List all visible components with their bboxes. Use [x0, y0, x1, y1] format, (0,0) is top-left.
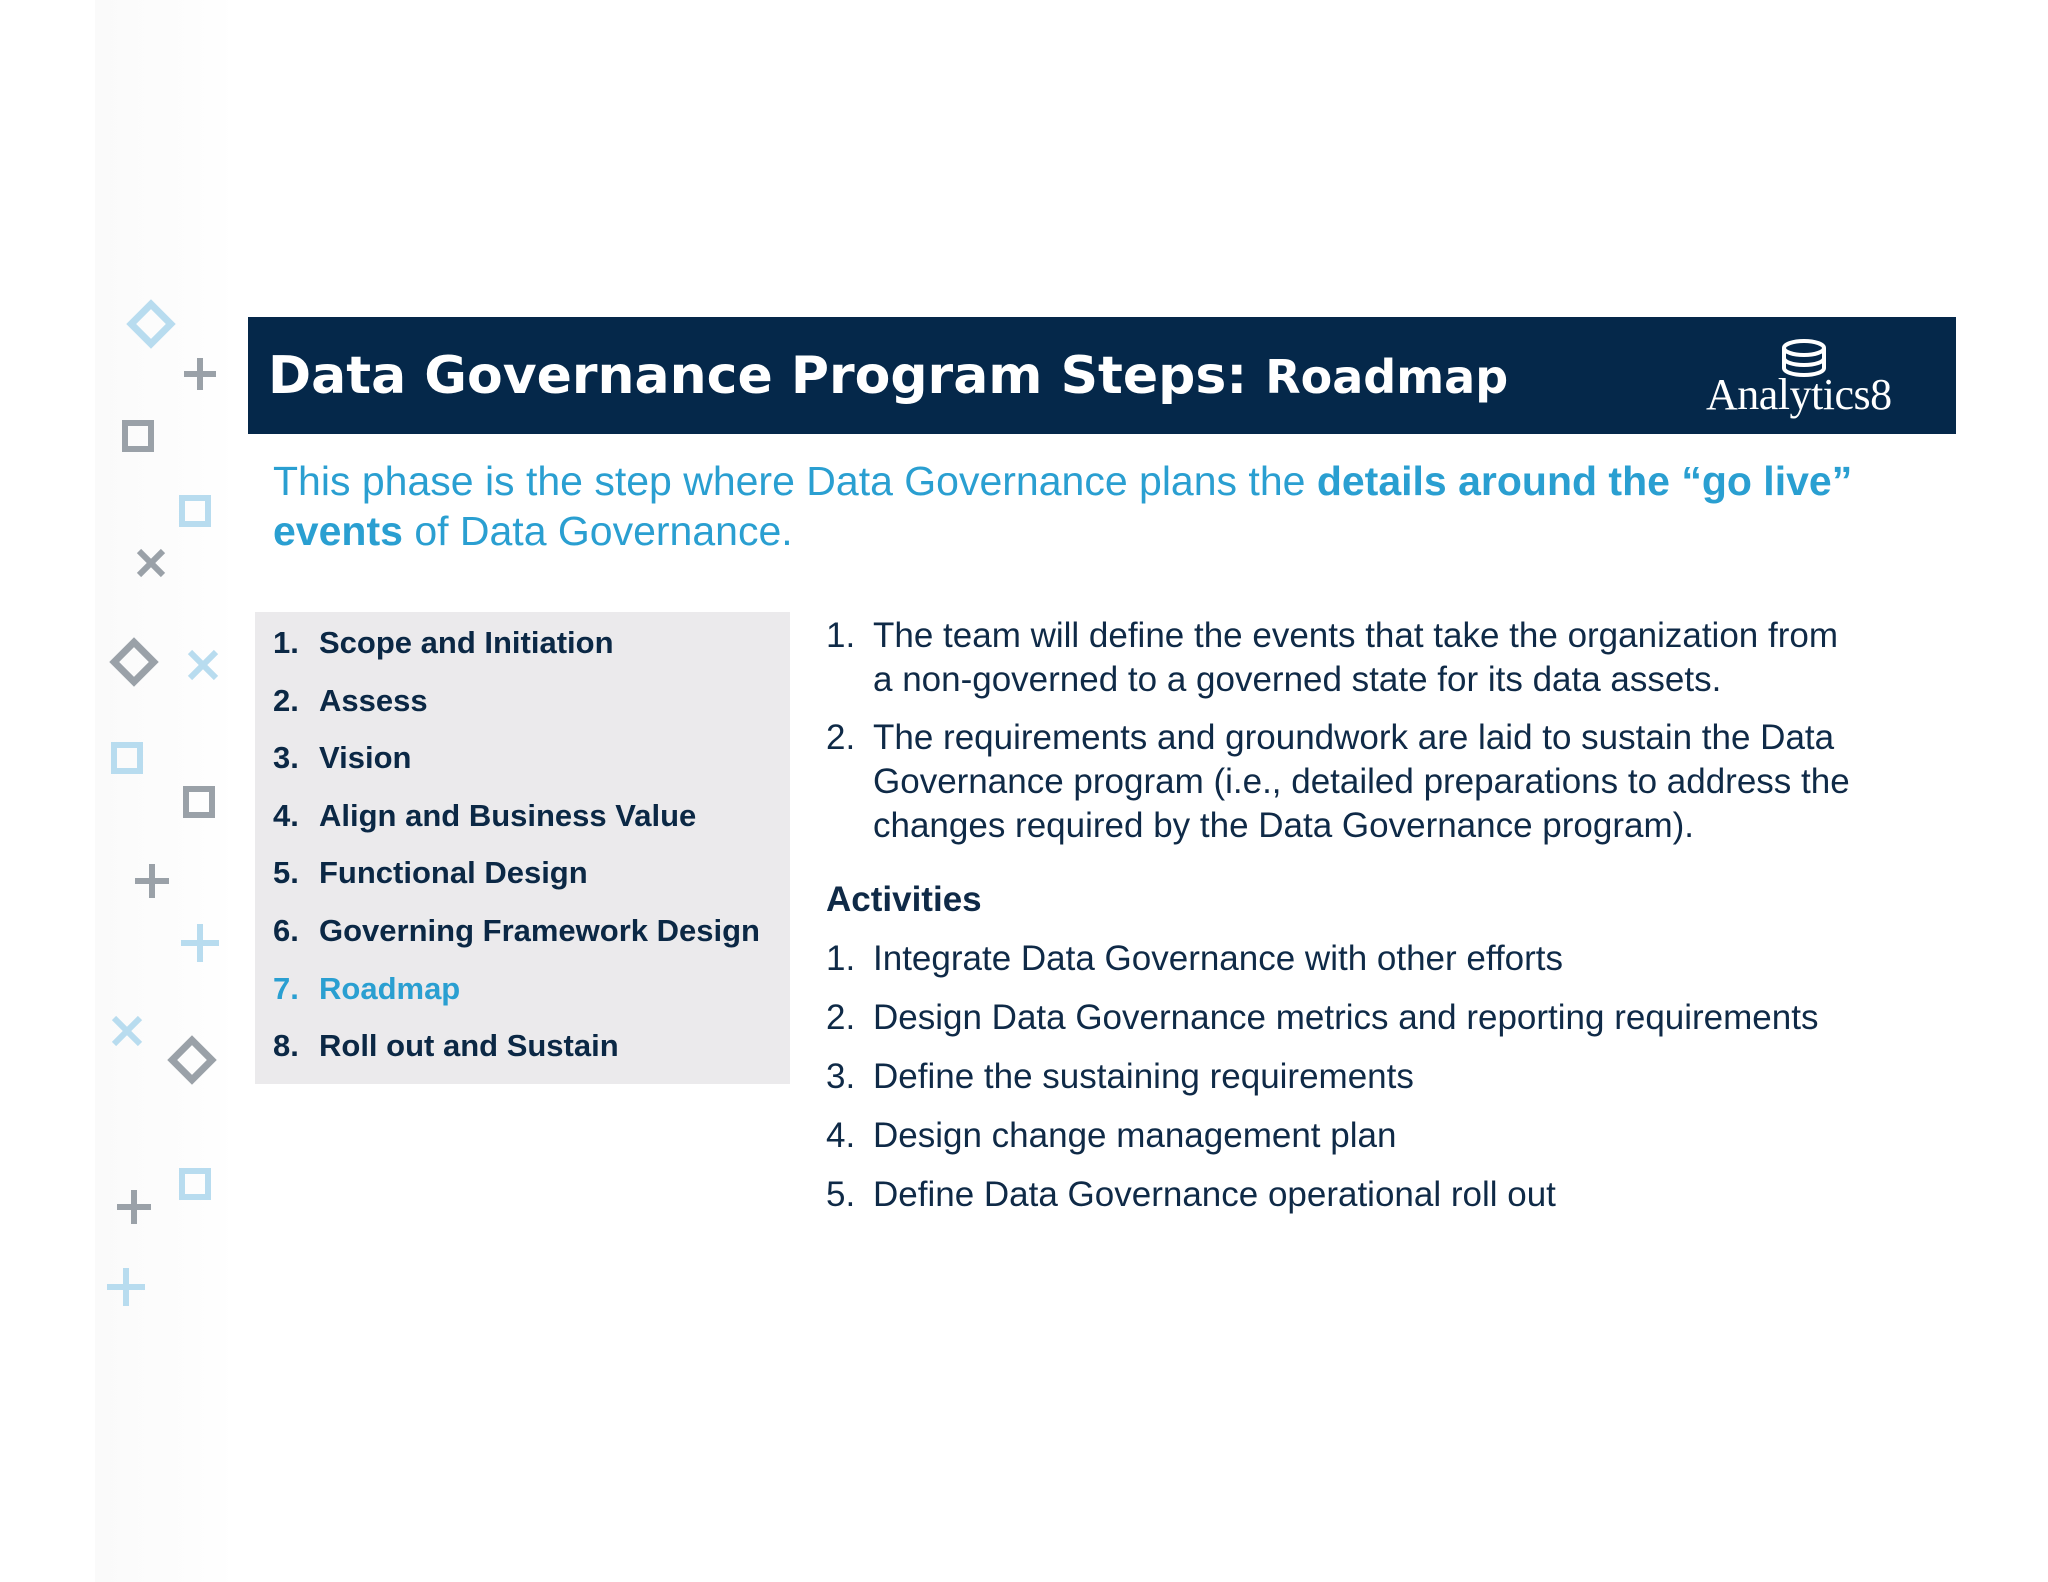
- step-item: [273, 682, 428, 720]
- square-icon: [186, 789, 212, 815]
- intro-bold1: details around the “go live”: [1316, 458, 1853, 504]
- step-number: 2.: [273, 683, 299, 718]
- square-icon: [182, 498, 208, 524]
- step-label: Align and Business Value: [319, 798, 697, 833]
- step-number: 5.: [273, 855, 299, 890]
- steps-box: [255, 612, 790, 1084]
- step-item-active: [273, 970, 460, 1008]
- activity-label: Design change management plan: [873, 1116, 1397, 1155]
- step-label: Roll out and Sustain: [319, 1028, 619, 1063]
- step-number: 6.: [273, 913, 299, 948]
- header-bar: [248, 317, 1956, 434]
- diamond-icon: [172, 1040, 212, 1080]
- activity-label: Define Data Governance operational roll out: [873, 1175, 1556, 1214]
- description-line: a non-governed to a governed state for its data assets.: [873, 660, 1722, 699]
- step-number: 1.: [273, 625, 299, 660]
- intro-text: [273, 456, 1913, 556]
- step-label: Assess: [319, 683, 428, 718]
- x-icon: [190, 652, 216, 678]
- analytics8-logo: [1706, 337, 1918, 419]
- title-sub: Roadmap: [1265, 350, 1509, 404]
- step-item: [273, 739, 411, 777]
- activity-label: Define the sustaining requirements: [873, 1057, 1414, 1096]
- logo-text: Analytics8: [1706, 370, 1892, 419]
- step-number: 4.: [273, 798, 299, 833]
- activities-heading: Activities: [826, 880, 982, 919]
- activity-number: 3.: [826, 1057, 856, 1096]
- description-number: 1.: [826, 616, 856, 655]
- intro-part2: of Data Governance.: [402, 508, 793, 554]
- x-icon: [139, 551, 163, 575]
- decorative-shapes: [0, 0, 260, 1582]
- plus-icon: [107, 1268, 145, 1306]
- description-line: Governance program (i.e., detailed preparations to address the: [873, 762, 1850, 801]
- activity-number: 5.: [826, 1175, 856, 1214]
- activity-number: 2.: [826, 998, 856, 1037]
- diamond-icon: [131, 304, 171, 344]
- diamond-icon: [114, 642, 154, 682]
- step-label: Scope and Initiation: [319, 625, 614, 660]
- page-title: [268, 344, 1508, 409]
- square-icon: [182, 1171, 208, 1197]
- activity-label: Design Data Governance metrics and reporting requirements: [873, 998, 1819, 1037]
- activity-number: 4.: [826, 1116, 856, 1155]
- description-line: changes required by the Data Governance program).: [873, 806, 1695, 845]
- description-line: The requirements and groundwork are laid to sustain the Data: [873, 718, 1835, 757]
- description-line: The team will define the events that take the organization from: [873, 616, 1838, 655]
- step-item: [273, 1027, 619, 1065]
- step-label: Governing Framework Design: [319, 913, 760, 948]
- step-label: Functional Design: [319, 855, 588, 890]
- plus-icon: [135, 864, 169, 898]
- step-number: 8.: [273, 1028, 299, 1063]
- intro-bold2: events: [273, 508, 403, 554]
- square-icon: [125, 423, 151, 449]
- plus-icon: [184, 358, 216, 390]
- step-number: 3.: [273, 740, 299, 775]
- activity-number: 1.: [826, 939, 856, 978]
- square-icon: [114, 745, 140, 771]
- step-label: Vision: [319, 740, 412, 775]
- description-number: 2.: [826, 718, 856, 757]
- step-item: [273, 912, 760, 950]
- step-item: [273, 854, 588, 892]
- title-main: Data Governance Program Steps:: [268, 346, 1248, 406]
- intro-part1: This phase is the step where Data Governance plans the: [273, 458, 1317, 504]
- plus-icon: [117, 1190, 151, 1224]
- step-item: [273, 797, 696, 835]
- activity-label: Integrate Data Governance with other efforts: [873, 939, 1564, 978]
- x-icon: [114, 1018, 140, 1044]
- step-item: [273, 624, 614, 662]
- step-number: 7.: [273, 971, 299, 1006]
- step-label: Roadmap: [319, 971, 461, 1006]
- plus-icon: [181, 924, 219, 962]
